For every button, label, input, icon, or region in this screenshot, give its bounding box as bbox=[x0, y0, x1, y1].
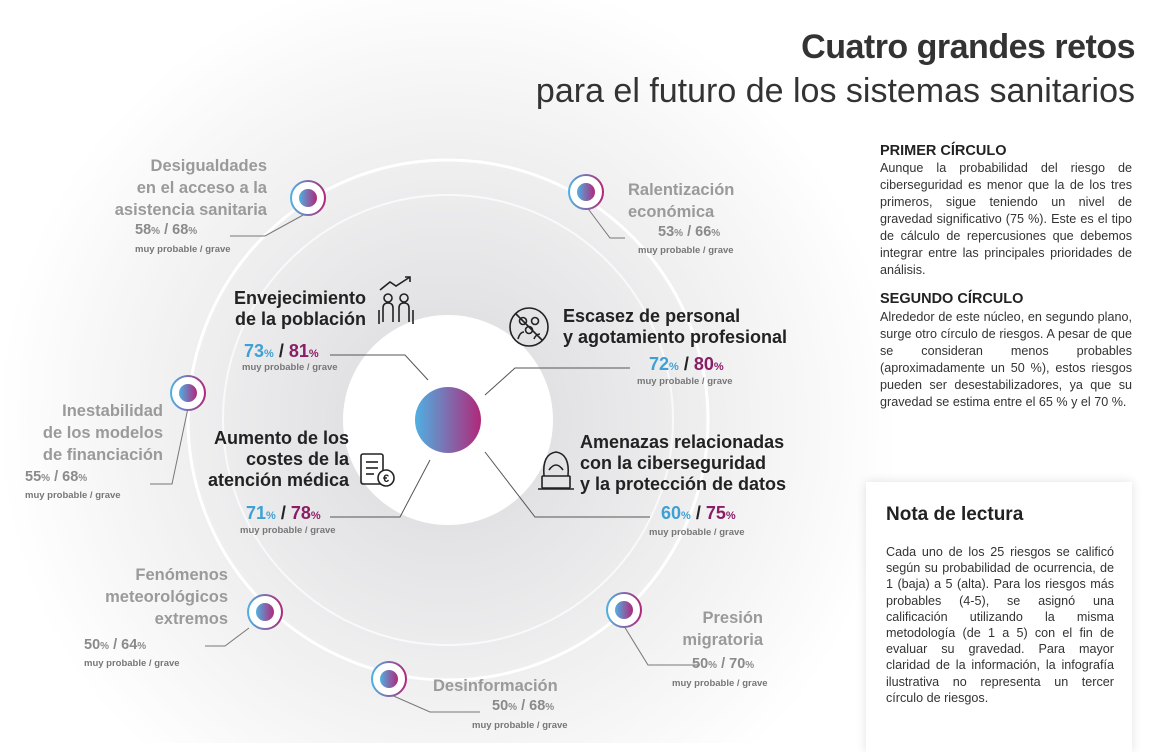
probable-value: 50 bbox=[84, 637, 101, 653]
risk-slowdown-caption: muy probable / grave bbox=[638, 245, 734, 256]
risk-costs-caption: muy probable / grave bbox=[240, 525, 336, 536]
unit: % bbox=[711, 228, 721, 239]
unit: % bbox=[41, 473, 51, 484]
unit: % bbox=[508, 702, 518, 713]
risk-name-line: Desigualdades bbox=[150, 157, 267, 175]
unit: % bbox=[713, 361, 724, 373]
probable-value: 53 bbox=[658, 224, 675, 240]
note-title: Nota de lectura bbox=[886, 504, 1024, 525]
risk-name-line: costes de la bbox=[245, 449, 349, 469]
risk-disinformation-values bbox=[492, 698, 554, 714]
unit: % bbox=[188, 226, 198, 237]
risk-weather-values bbox=[84, 637, 146, 653]
risk-name-line: de los modelos bbox=[42, 424, 163, 442]
risk-name-line: económica bbox=[628, 203, 715, 221]
risk-name-line: Aumento de los bbox=[213, 428, 349, 448]
unit: % bbox=[100, 641, 110, 652]
outer-node bbox=[372, 662, 406, 696]
risk-financing-caption: muy probable / grave bbox=[25, 490, 121, 501]
risk-name-line: Envejecimiento bbox=[233, 288, 366, 308]
probable-value: 73 bbox=[244, 341, 265, 361]
unit: % bbox=[725, 510, 736, 522]
risk-name-line: extremos bbox=[154, 610, 228, 628]
outer-node bbox=[569, 175, 603, 209]
outer-node bbox=[171, 376, 205, 410]
risk-name-line: Desinformación bbox=[433, 677, 558, 695]
slash: / bbox=[521, 698, 526, 714]
unit: % bbox=[137, 641, 147, 652]
probable-value: 50 bbox=[492, 698, 509, 714]
grave-value: 75 bbox=[705, 503, 726, 523]
unit: % bbox=[151, 226, 161, 237]
probable-value: 58 bbox=[135, 222, 152, 238]
slash: / bbox=[683, 354, 689, 374]
risk-costs-label bbox=[208, 428, 349, 491]
first-circle-text: Aunque la probabilidad del riesgo de ciberseguridad es menor que la de los tres primeros, sigue teniendo un nivel de gravedad significativo (75 %). Este es el tipo de cálculo de repercusiones que debemos integrar entre las principales prioridades de análisis. bbox=[880, 161, 1132, 277]
unit: % bbox=[310, 510, 321, 522]
risk-name-line: Fenómenos bbox=[135, 566, 228, 584]
risk-cyber-caption: muy probable / grave bbox=[649, 527, 745, 538]
slash: / bbox=[280, 503, 286, 523]
grave-value: 68 bbox=[172, 222, 189, 238]
outer-node bbox=[248, 595, 282, 629]
risk-name-line: Escasez de personal bbox=[563, 306, 741, 326]
risk-name-line: de financiación bbox=[42, 446, 163, 464]
risk-aging-label bbox=[234, 288, 366, 330]
risk-weather-label bbox=[105, 564, 228, 630]
risk-name-line: Inestabilidad bbox=[62, 402, 163, 420]
grave-value: 70 bbox=[729, 656, 746, 672]
unit: % bbox=[745, 660, 755, 671]
unit: % bbox=[545, 702, 555, 713]
risk-slowdown-values bbox=[658, 224, 720, 240]
risk-costs-values bbox=[246, 503, 321, 524]
reading-note-box bbox=[866, 482, 1132, 752]
risk-name-line: de la población bbox=[234, 309, 366, 329]
risk-name-line: meteorológicos bbox=[105, 588, 228, 606]
risk-migration-label bbox=[682, 607, 763, 651]
risk-migration-values bbox=[692, 656, 754, 672]
risk-aging-values bbox=[244, 341, 319, 362]
probable-value: 71 bbox=[246, 503, 267, 523]
risk-slowdown-label bbox=[628, 179, 734, 223]
risk-name-line: y la protección de datos bbox=[580, 474, 787, 494]
risk-cyber-values bbox=[661, 503, 736, 524]
risk-disinformation-caption: muy probable / grave bbox=[472, 720, 568, 731]
risk-inequality-values bbox=[135, 222, 197, 238]
core-gradient-node bbox=[415, 387, 481, 453]
unit: % bbox=[266, 510, 276, 522]
probable-value: 50 bbox=[692, 656, 709, 672]
unit: % bbox=[674, 228, 684, 239]
risk-name-line: migratoria bbox=[682, 631, 763, 649]
slash: / bbox=[721, 656, 726, 672]
risk-staff-shortage-values bbox=[649, 354, 724, 375]
risk-inequality-caption: muy probable / grave bbox=[135, 244, 231, 255]
unit: % bbox=[708, 660, 718, 671]
unit: % bbox=[78, 473, 88, 484]
probable-value: 72 bbox=[649, 354, 670, 374]
second-circle-text: Alrededor de este núcleo, en segundo plano, surge otro círculo de riesgos. A pesar de que se consideran menos probables (aproximadamente un 50 %), estos riesgos pueden ser desestabilizadores, ya que su gravedad se estima entre el 65 % y el 70 %. bbox=[880, 310, 1132, 409]
risk-name-line: en el acceso a la bbox=[136, 179, 267, 197]
hacker-icon bbox=[534, 448, 578, 492]
grave-value: 68 bbox=[529, 698, 546, 714]
grave-value: 81 bbox=[288, 341, 309, 361]
risk-name-line: atención médica bbox=[207, 470, 349, 490]
grave-value: 66 bbox=[695, 224, 712, 240]
risk-name-line: y agotamiento profesional bbox=[563, 327, 788, 347]
slash: / bbox=[164, 222, 169, 238]
risk-name-line: Ralentización bbox=[628, 181, 735, 199]
page-title: Cuatro grandes retos bbox=[801, 28, 1135, 66]
elderly-couple-icon bbox=[376, 276, 416, 328]
unit: % bbox=[308, 348, 319, 360]
slash: / bbox=[695, 503, 701, 523]
page-subtitle: para el futuro de los sistemas sanitarios bbox=[535, 72, 1135, 110]
second-circle-heading: SEGUNDO CÍRCULO bbox=[880, 291, 1024, 307]
risk-staff-shortage-caption: muy probable / grave bbox=[637, 376, 733, 387]
risk-aging-caption: muy probable / grave bbox=[242, 362, 338, 373]
grave-value: 64 bbox=[121, 637, 138, 653]
risk-name-line: asistencia sanitaria bbox=[114, 201, 267, 219]
unit: % bbox=[669, 361, 679, 373]
risk-disinformation-label bbox=[433, 675, 558, 697]
risk-name-line: con la ciberseguridad bbox=[580, 453, 767, 473]
slash: / bbox=[687, 224, 692, 240]
grave-value: 80 bbox=[693, 354, 714, 374]
slash: / bbox=[54, 469, 59, 485]
risk-cyber-label bbox=[580, 432, 786, 495]
outer-node bbox=[291, 181, 325, 215]
risk-staff-shortage-label bbox=[563, 306, 787, 348]
unit: % bbox=[681, 510, 691, 522]
risk-financing-values bbox=[25, 469, 87, 485]
risk-weather-caption: muy probable / grave bbox=[84, 658, 180, 669]
risk-financing-label bbox=[43, 400, 163, 466]
first-circle-heading: PRIMER CÍRCULO bbox=[880, 143, 1007, 159]
risk-inequality-label bbox=[115, 155, 267, 221]
no-staff-icon bbox=[508, 306, 550, 348]
outer-node bbox=[607, 593, 641, 627]
probable-value: 60 bbox=[661, 503, 682, 523]
medical-bill-icon bbox=[357, 450, 397, 490]
risk-name-line: Amenazas relacionadas bbox=[580, 432, 785, 452]
unit: % bbox=[264, 348, 274, 360]
risk-name-line: Presión bbox=[702, 609, 763, 627]
grave-value: 68 bbox=[62, 469, 79, 485]
svg-text:€: € bbox=[382, 473, 390, 485]
slash: / bbox=[113, 637, 118, 653]
slash: / bbox=[278, 341, 284, 361]
risk-migration-caption: muy probable / grave bbox=[672, 678, 768, 689]
note-text: Cada uno de los 25 riesgos se calificó según su probabilidad de ocurrencia, de 1 (baja) a 5 (alta). Para los riesgos más probables (4-5), se asignó una calificación utilizando la misma metodología (de 1 a 5) con el fin de evaluar su gravedad. Para mayor claridad de la información, la infografía ilustrativa no representa un tercer círculo de riesgos. bbox=[886, 545, 1114, 705]
probable-value: 55 bbox=[25, 469, 42, 485]
grave-value: 78 bbox=[290, 503, 311, 523]
